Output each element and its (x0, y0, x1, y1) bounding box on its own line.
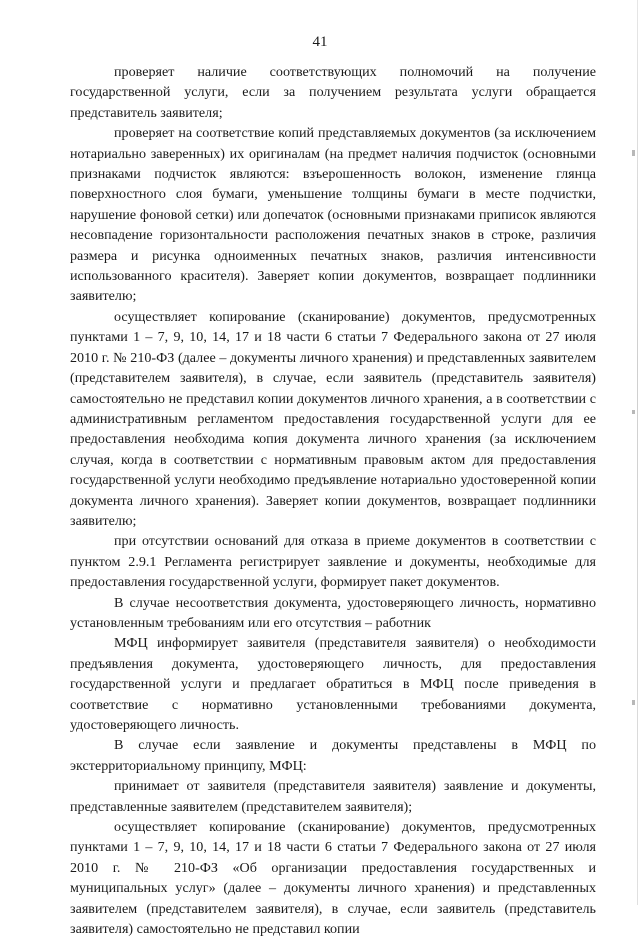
paragraph-accepts-application: принимает от заявителя (представителя заявителя) заявление и документы, представленные заявителем (представителем заявителя); (70, 778, 596, 815)
scan-artifact (632, 410, 635, 414)
paragraph-extraterritorial-copying: осуществляет копирование (сканирование) документов, предусмотренных пунктами 1 – 7, 9, 10, 14, 17 и 18 части 6 статьи 7 Федерального закона от 27 июля 2010 г. № 210-ФЗ «Об организации предоставления государственных и муниципальных услуг» (далее – документы личного хранения) и представленных заявителем (представителем заявителя), в случае, если заявитель (представитель заявителя) самостоятельно не представил копии (70, 819, 596, 938)
paragraph-document-copying: осуществляет копирование (сканирование) документов, предусмотренных пунктами 1 – 7, 9, 10, 14, 17 и 18 части 6 статьи 7 Федерального закона от 27 июля 2010 г. № 210-ФЗ (далее – документы личного хранения) и представленных заявителем (представителем заявителя), в случае, если заявитель (представитель заявителя) самостоятельно не представил копии документов личного хранения, а в соответствии с административным регламентом предоставления государственной услуги для ее предоставления необходима копия документа личного хранения (за исключением случая, когда в соответствии с нормативным правовым актом для предоставления государственной услуги необходимо предъявление нотариально удостоверенной копии документа личного хранения). Заверяет копии документов, возвращает подлинники заявителю; (70, 308, 596, 529)
scan-edge-line (637, 0, 638, 905)
paragraph-registration: при отсутствии оснований для отказа в приеме документов в соответствии с пунктом 2.9.1 Регламента регистрирует заявление и документы, необходимые для предоставления государственной услуги, формирует пакет документов. (70, 533, 596, 591)
page-number: 41 (312, 34, 328, 50)
paragraph-extraterritorial: В случае если заявление и документы представлены в МФЦ по экстерриториальному принципу, МФЦ: (70, 737, 596, 774)
paragraph-copies-verification: проверяет на соответствие копий представляемых документов (за исключением нотариально заверенных) их оригиналам (на предмет наличия подчисток (основными признаками подчисток являются: взъерошенность волокон, изменение глянца поверхностного слоя бумаги, уменьшение толщины бумаги в месте подчистки, нарушение фоновой сетки) или допечаток (основными признаками приписок являются несовпадение горизонтальности расположения печатных знаков в строке, различия размера и рисунка одноименных печатных знаков, различия интенсивности использованного красителя). Заверяет копии документов, возвращает подлинники заявителю; (70, 125, 596, 305)
scan-artifact (632, 700, 635, 705)
scan-artifact (632, 150, 635, 156)
paragraph-identity-mismatch: В случае несоответствия документа, удостоверяющего личность, нормативно установленным требованиям или его отсутствия – работник (70, 594, 596, 631)
paragraph-representative-authority: проверяет наличие соответствующих полномочий на получение государственной услуги, если за получением результата услуги обращается представитель заявителя; (70, 64, 596, 121)
paragraph-mfc-informs: МФЦ информирует заявителя (представителя заявителя) о необходимости предъявления документа, удостоверяющего личность, для предоставления государственной услуги и предлагает обратиться в МФЦ после приведения в соответствие с нормативно установленными требованиями документа, удостоверяющего личность. (70, 635, 596, 733)
document-body (70, 62, 596, 939)
